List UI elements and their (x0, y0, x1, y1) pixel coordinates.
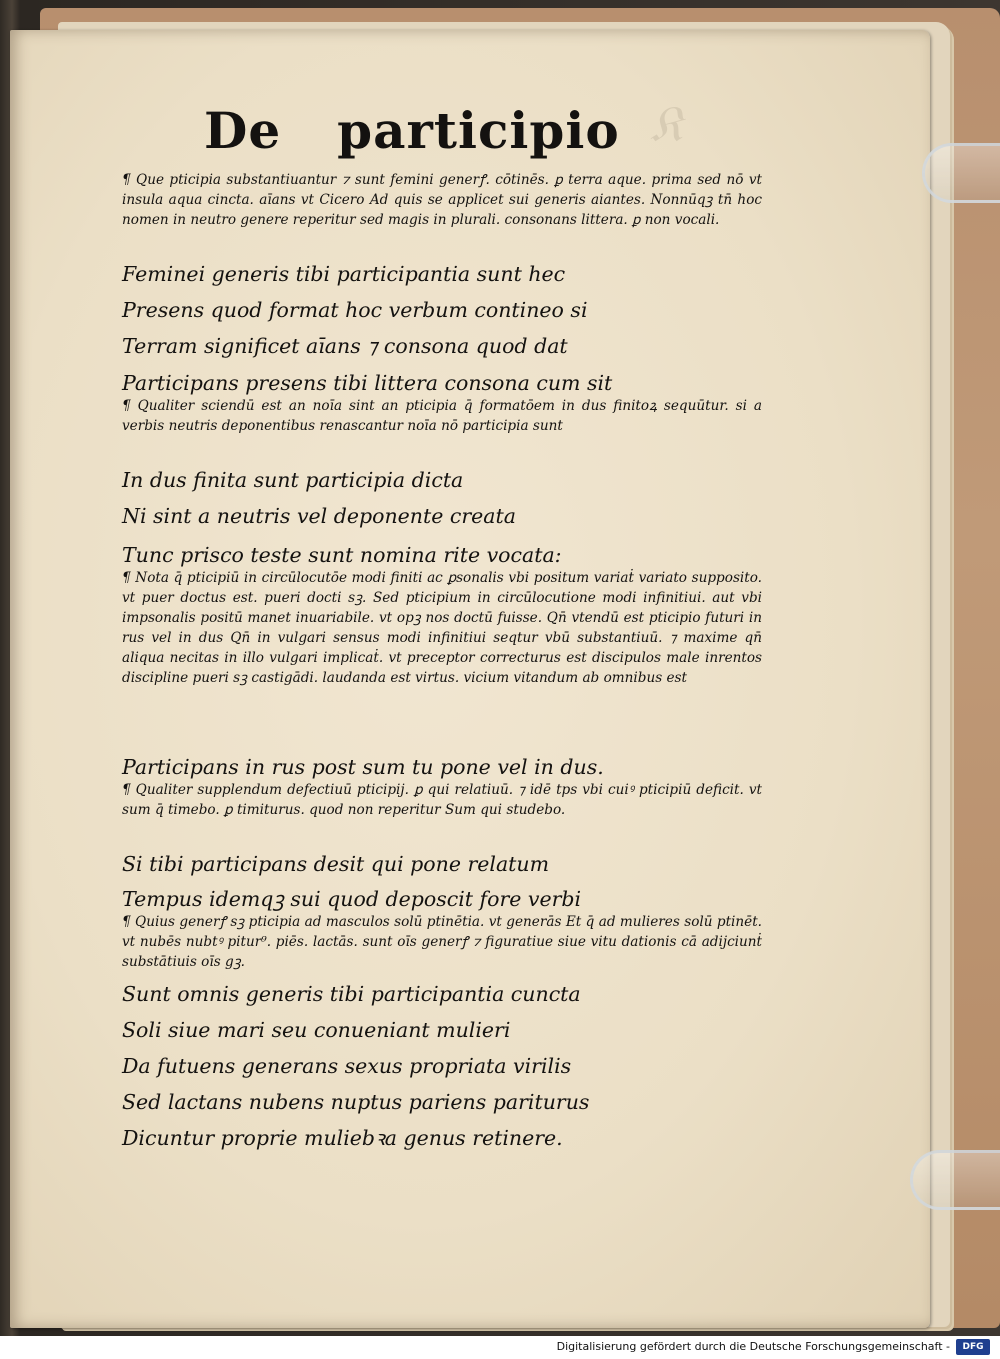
title-word-1: De (204, 101, 282, 160)
funding-notice: Digitalisierung gefördert durch die Deutsche Forschungsgemeinschaft - (556, 1340, 950, 1353)
page-clip-upper (922, 143, 1000, 203)
verse-line: Sunt omnis generis tibi participantia cuncta (122, 982, 581, 1006)
gloss-paragraph: ¶ Nota q̄ pticipiū in circūlocutōe modi finiti ac ꝑsonalis vbi positum variaṫ variato supposito. vt puer doctus est. pueri docti sꝫ. Sed pticipium in circūlocutione modi infinitiui. aut vbi impsonalis positū manet inuariabile. vt opꝫ nos doctū fuisse. Qn̄ vtendū est pticipio futuri in rus vel in dus Qn̄ in vulgari sensus modi infinitiui seqtur vbū substantiuū. ⁊ maxime qn̄ aliqua necitas in illo vulgari implicaṫ. vt preceptor correcturus est discipulos male inrentos discipline pueri sꝫ castigādi. laudanda est virtus. vicium vitandum ab omnibus est (122, 570, 762, 686)
verse-line: Terram significet aīans ⁊ consona quod dat (122, 334, 568, 358)
verse-line: Soli siue mari seu conueniant mulieri (122, 1018, 511, 1042)
verse-line: Presens quod format hoc verbum contineo si (122, 298, 588, 322)
verse-line: In dus finita sunt participia dicta (122, 468, 464, 492)
title-word-2: participio (337, 101, 620, 160)
gloss-paragraph: ¶ Qualiter sciendū est an noīa sint an pticipia q̄ formatōem in dus finitoꝝ sequūtur. si a verbis neutris deponentibus renascantur noīa nō participia sunt (122, 398, 762, 434)
verse-line: Si tibi participans desit qui pone relatum (122, 852, 550, 876)
gloss-paragraph: ¶ Que pticipia substantiuantur ⁊ sunt femini generꝭ. cōtinēs. ꝑ terra aque. prima sed nō vt insula aqua cincta. aīans vt Cicero Ad quis se applicet sui generis aiantes. Nonnūqꝫ tn̄ hoc nomen in neutro genere reperitur sed magis in plurali. consonans littera. ꝑ non vocali. (122, 172, 762, 228)
page-text (122, 98, 762, 1156)
page-clip-lower (910, 1150, 1000, 1210)
gloss-paragraph: ¶ Quius generꝭ sꝫ pticipia ad masculos solū ptinētia. vt generās Et q̄ ad mulieres solū ptinēt. vt nubēs nubtꝰ pitur⁹. piēs. lactās. sunt oīs generꝭ ⁊ figuratiue siue vitu dationis cā adijciunṫ substātiuis oīs gꝫ. (122, 914, 762, 970)
dfg-logo: DFG (956, 1339, 990, 1355)
verse-line: Ni sint a neutris vel deponente creata (122, 504, 516, 528)
verse-line: Participans presens tibi littera consona cum sit (122, 371, 613, 395)
verse-line: Da futuens generans sexus propriata virilis (122, 1054, 572, 1078)
verse-line: Tunc prisco teste sunt nomina rite vocata: (122, 543, 562, 567)
verse-line: Dicuntur proprie muliebꝛa genus retinere. (122, 1126, 563, 1150)
verse-line: Feminei generis tibi participantia sunt hec (122, 262, 566, 286)
gloss-paragraph: ¶ Qualiter supplendum defectiuū pticipij. ꝑ qui relatiuū. ⁊ idē tps vbi cuiꝰ pticipiū deficit. vt sum q̄ timebo. ꝑ timiturus. quod non reperitur Sum qui studebo. (122, 782, 762, 818)
verse-line: Participans in rus post sum tu pone vel in dus. (122, 755, 604, 779)
verse-line: Sed lactans nubens nuptus pariens pariturus (122, 1090, 590, 1114)
verse-line: Tempus idemqꝫ sui quod deposcit fore verbi (122, 887, 582, 911)
page-title (204, 98, 762, 164)
footer-bar (0, 1336, 1000, 1359)
bleed-through: 𝔎 (650, 95, 683, 153)
